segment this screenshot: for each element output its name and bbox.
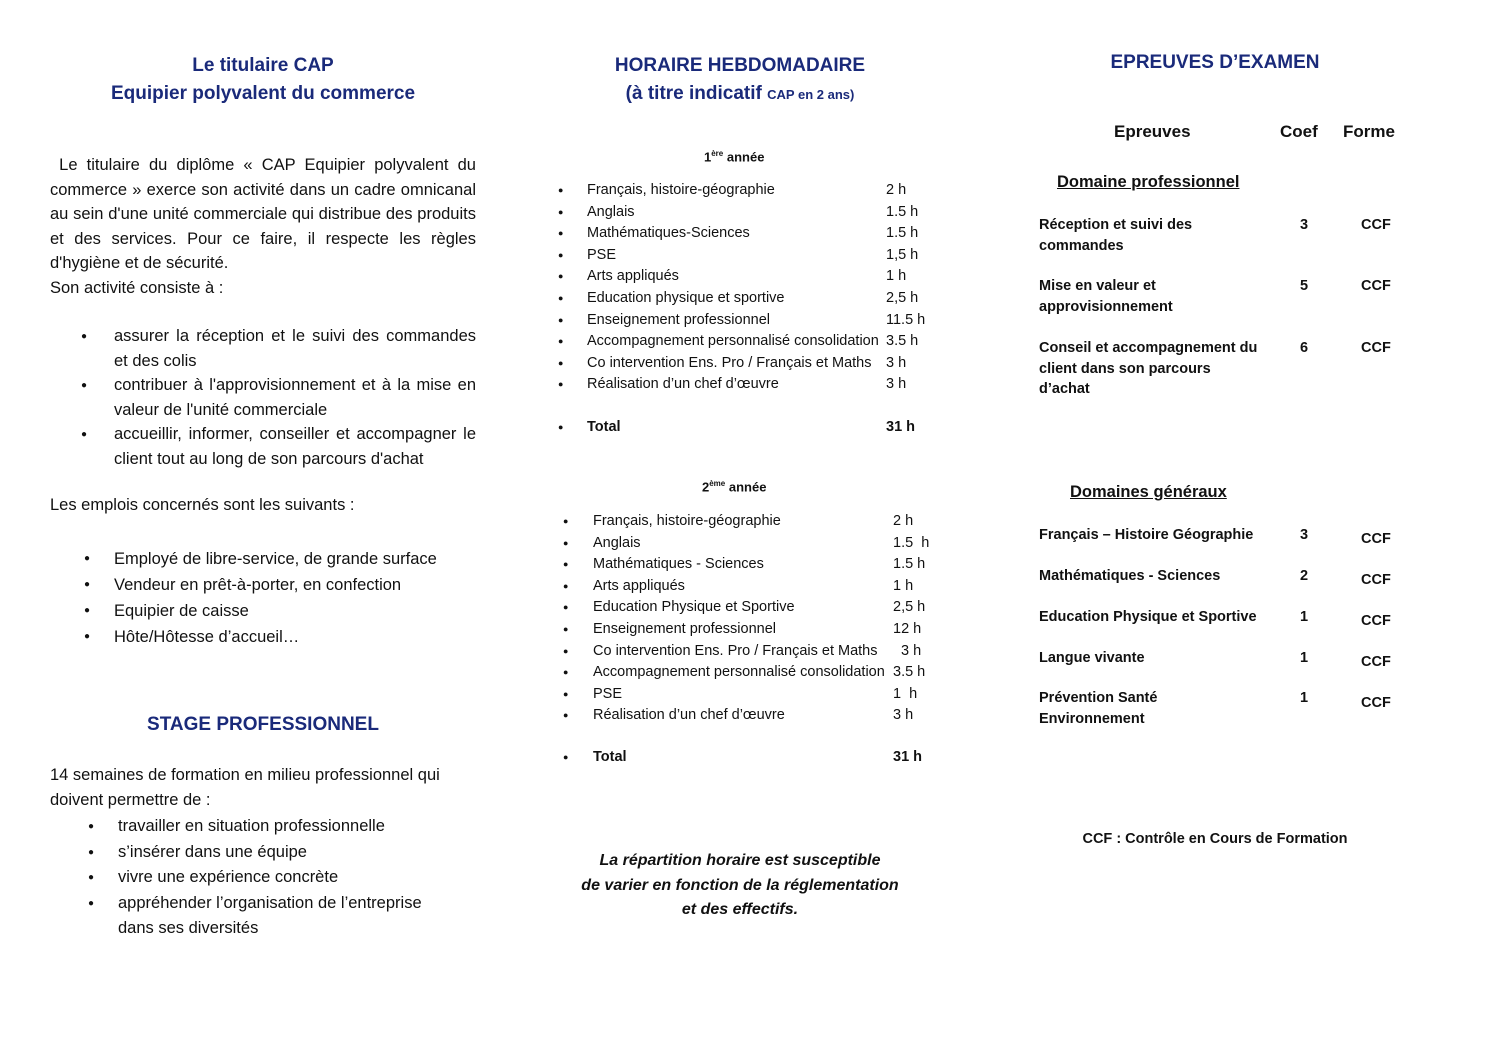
table-row: ● Français, histoire-géographie 2 h [558, 180, 938, 202]
bullet-icon: ● [84, 553, 91, 564]
table-row: ● Arts appliqués 1 h [558, 266, 938, 288]
year1-heading: 1ère année [704, 149, 765, 165]
schedule-title-line1: HORAIRE HEBDOMADAIRE [614, 55, 866, 76]
header-epreuves: Epreuves [1114, 122, 1191, 141]
table-row: ● Enseignement professionnel 12 h [563, 619, 943, 641]
table-row: ● Education Physique et Sportive 2,5 h [563, 597, 943, 619]
stage-intro: 14 semaines de formation en milieu professionnel qui doivent permettre de : [50, 766, 440, 809]
exam-row-forme: CCF [1361, 278, 1391, 294]
table-row: ● Enseignement professionnel 11.5 h [558, 310, 938, 332]
exam-row-label: Français – Histoire Géographie [1039, 527, 1254, 543]
cap-title-line1: Le titulaire CAP [192, 55, 334, 76]
bullet-icon: ● [81, 331, 88, 342]
exam-row-forme: CCF [1361, 217, 1391, 233]
table-row: ● PSE 1 h [563, 684, 943, 706]
list-item: ● vivre une expérience concrète [86, 865, 448, 891]
exam-row-label: Langue vivante [1039, 650, 1145, 666]
cap-title [50, 52, 476, 108]
list-item: ● contribuer à l'approvisionnement et à la mise en valeur de l'unité commerciale [81, 376, 476, 419]
bullet-icon: ● [563, 645, 569, 656]
bullet-icon: ● [88, 872, 95, 883]
exam-row-label: Prévention Santé Environnement [1039, 690, 1158, 727]
exam-title: EPREUVES D’EXAMEN [1110, 52, 1320, 73]
exam-row-label: Mathématiques - Sciences [1039, 568, 1221, 584]
list-item: ● travailler en situation professionnelle [86, 814, 448, 840]
table-row: ● Accompagnement personnalisé consolidation 3.5 h [563, 662, 943, 684]
exam-row-forme: CCF [1361, 613, 1391, 629]
cap-description [50, 153, 481, 300]
table-row: ● Français, histoire-géographie 2 h [563, 511, 943, 533]
bullet-icon: ● [558, 271, 564, 282]
activity-list [78, 324, 476, 471]
ccf-footnote: CCF : Contrôle en Cours de Formation [1082, 831, 1348, 847]
schedule-title-note: CAP en 2 ans) [767, 87, 855, 102]
bullet-icon: ● [84, 579, 91, 590]
bullet-icon: ● [84, 605, 91, 616]
table-row: ● Co intervention Ens. Pro / Français et Maths 3 h [563, 641, 943, 663]
bullet-icon: ● [558, 421, 564, 432]
exam-row-forme: CCF [1361, 531, 1391, 547]
table-row: ● Réalisation d’un chef d’œuvre 3 h [558, 374, 938, 396]
table-row: ● Co intervention Ens. Pro / Français et Maths 3 h [558, 353, 938, 375]
cap-description-text: Le titulaire du diplôme « CAP Equipier polyvalent du commerce » exerce son activité dans un cadre omnicanal au sein d'une unité commerciale qui distribue des produits et des services. Pour ce faire, il respecte les règles d'hygiène et de sécurité. [50, 156, 481, 272]
cap-activity-intro: Son activité consiste à : [50, 278, 224, 297]
stage-list [86, 814, 448, 942]
exam-row-coef: 1 [1300, 650, 1309, 666]
exam-row-coef: 1 [1300, 690, 1309, 706]
jobs-list [82, 546, 437, 650]
exam-row-forme: CCF [1361, 654, 1391, 670]
exam-row-forme: CCF [1361, 340, 1391, 356]
bullet-icon: ● [563, 710, 569, 721]
exam-row-coef: 3 [1300, 527, 1309, 543]
bullet-icon: ● [563, 516, 569, 526]
exam-row-label: Conseil et accompagnement du client dans son parcours d’achat [1039, 340, 1258, 397]
domain-professional-heading: Domaine professionnel [1057, 173, 1240, 191]
list-item: ● s’insérer dans une équipe [86, 840, 448, 866]
bullet-icon: ● [558, 292, 564, 303]
exam-row-forme: CCF [1361, 695, 1391, 711]
bullet-icon: ● [563, 537, 569, 548]
bullet-icon: ● [563, 667, 569, 678]
schedule-title [540, 52, 940, 109]
table-row: ● Anglais 1.5 h [563, 533, 943, 555]
exam-row-coef: 3 [1300, 217, 1309, 233]
bullet-icon: ● [88, 846, 95, 858]
stage-title: STAGE PROFESSIONNEL [147, 714, 379, 735]
bullet-icon: ● [563, 602, 569, 613]
exam-row-label: Mise en valeur et approvisionnement [1039, 278, 1173, 315]
year2-schedule [563, 511, 943, 769]
bullet-icon: ● [558, 228, 564, 239]
exam-row-label: Education Physique et Sportive [1039, 609, 1257, 625]
list-item: ● Hôte/Hôtesse d’accueil… [82, 624, 437, 650]
exam-row-coef: 1 [1300, 609, 1309, 625]
schedule-note: La répartition horaire est susceptible de varier en fonction de la réglementation et des effectifs. [581, 852, 899, 918]
bullet-icon: ● [558, 314, 564, 325]
bullet-icon: ● [558, 357, 564, 368]
list-item: ● Equipier de caisse [82, 598, 437, 624]
table-row: ● Réalisation d’un chef d’œuvre 3 h [563, 705, 943, 727]
exam-row-coef: 5 [1300, 278, 1309, 294]
table-row: ● Education physique et sportive 2,5 h [558, 288, 938, 310]
bullet-icon: ● [558, 185, 564, 195]
list-item: ● accueillir, informer, conseiller et accompagner le client tout au long de son parcours d'achat [81, 425, 476, 468]
bullet-icon: ● [558, 206, 564, 217]
bullet-icon: ● [563, 688, 569, 699]
domain-general-heading: Domaines généraux [1070, 483, 1227, 501]
bullet-icon: ● [563, 580, 569, 591]
bullet-icon: ● [563, 559, 569, 570]
bullet-icon: ● [558, 336, 564, 347]
list-item: ● appréhender l’organisation de l’entreprise dans ses diversités [86, 891, 448, 942]
year1-schedule [558, 180, 938, 439]
bullet-icon: ● [563, 623, 569, 634]
schedule-title-line2: (à titre indicatif CAP en 2 ans) [625, 83, 855, 104]
jobs-intro: Les emplois concernés sont les suivants : [50, 496, 355, 514]
header-coef: Coef [1280, 122, 1318, 141]
table-row: ● Mathématiques-Sciences 1.5 h [558, 223, 938, 245]
table-row: ● Arts appliqués 1 h [563, 576, 943, 598]
bullet-icon: ● [81, 429, 88, 440]
list-item: ● Vendeur en prêt-à-porter, en confection [82, 572, 437, 598]
table-row: ● PSE 1,5 h [558, 245, 938, 267]
bullet-icon: ● [84, 631, 91, 642]
bullet-icon: ● [88, 821, 95, 832]
exam-row-label: Réception et suivi des commandes [1039, 217, 1193, 254]
header-forme: Forme [1343, 122, 1395, 141]
cap-title-line2: Equipier polyvalent du commerce [110, 83, 416, 104]
total-row: ● Total 31 h [563, 747, 943, 769]
bullet-icon: ● [81, 380, 88, 391]
exam-row-forme: CCF [1361, 572, 1391, 588]
list-item: ● assurer la réception et le suivi des commandes et des colis [81, 327, 476, 370]
total-row: ● Total 31 h [558, 417, 938, 439]
exam-row-coef: 2 [1300, 568, 1309, 584]
table-row: ● Anglais 1.5 h [558, 202, 938, 224]
list-item: ● Employé de libre-service, de grande surface [82, 546, 437, 572]
table-row: ● Mathématiques - Sciences 1.5 h [563, 554, 943, 576]
bullet-icon: ● [558, 249, 564, 260]
bullet-icon: ● [563, 751, 569, 762]
year2-heading: 2ème année [702, 479, 767, 495]
exam-row-coef: 6 [1300, 340, 1309, 356]
bullet-icon: ● [558, 379, 564, 390]
bullet-icon: ● [88, 897, 95, 909]
table-row: ● Accompagnement personnalisé consolidation 3.5 h [558, 331, 938, 353]
